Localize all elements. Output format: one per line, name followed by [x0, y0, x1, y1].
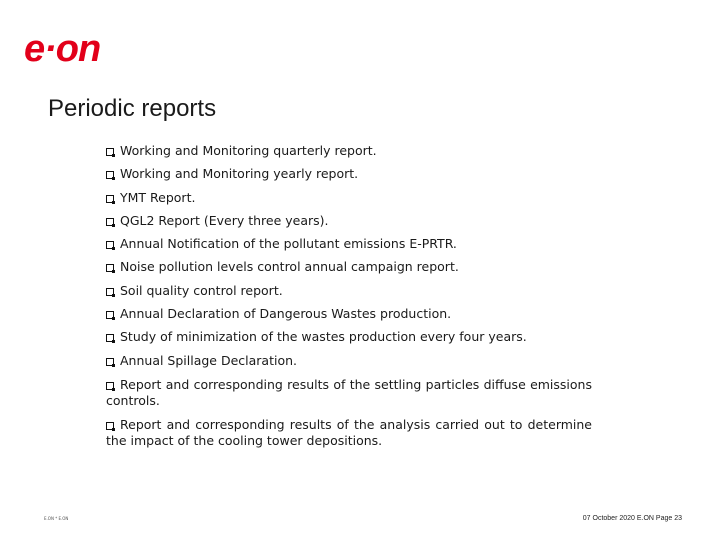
list-item: Noise pollution levels control annual campaign report.	[106, 259, 592, 275]
checkbox-bullet-icon	[106, 264, 114, 272]
list-item: Annual Declaration of Dangerous Wastes production.	[106, 306, 592, 322]
checkbox-bullet-icon	[106, 218, 114, 226]
list-item: Working and Monitoring yearly report.	[106, 166, 592, 182]
checkbox-bullet-icon	[106, 195, 114, 203]
checkbox-bullet-icon	[106, 288, 114, 296]
footer-left-text: E.ON * E.ON	[44, 516, 69, 521]
list-item: Report and corresponding results of the settling particles diffuse emissions controls.	[106, 376, 592, 408]
list-item: Report and corresponding results of the analysis carried out to determine the impact of the cooling tower depositions.	[106, 416, 592, 448]
eon-logo: e·on	[24, 28, 101, 70]
list-item: Soil quality control report.	[106, 283, 592, 299]
checkbox-bullet-icon	[106, 422, 114, 430]
checkbox-bullet-icon	[106, 334, 114, 342]
footer-page-info: 07 October 2020 E.ON Page 23	[582, 515, 682, 522]
slide-title: Periodic reports	[48, 95, 217, 122]
report-list	[106, 143, 592, 456]
checkbox-bullet-icon	[106, 358, 114, 366]
checkbox-bullet-icon	[106, 311, 114, 319]
list-item: Annual Notification of the pollutant emissions E-PRTR.	[106, 236, 592, 252]
checkbox-bullet-icon	[106, 382, 114, 390]
checkbox-bullet-icon	[106, 148, 114, 156]
list-item: YMT Report.	[106, 190, 592, 206]
list-item: QGL2 Report (Every three years).	[106, 213, 592, 229]
list-item: Working and Monitoring quarterly report.	[106, 143, 592, 159]
list-item: Study of minimization of the wastes production every four years.	[106, 329, 592, 345]
checkbox-bullet-icon	[106, 171, 114, 179]
list-item: Annual Spillage Declaration.	[106, 353, 592, 369]
checkbox-bullet-icon	[106, 241, 114, 249]
